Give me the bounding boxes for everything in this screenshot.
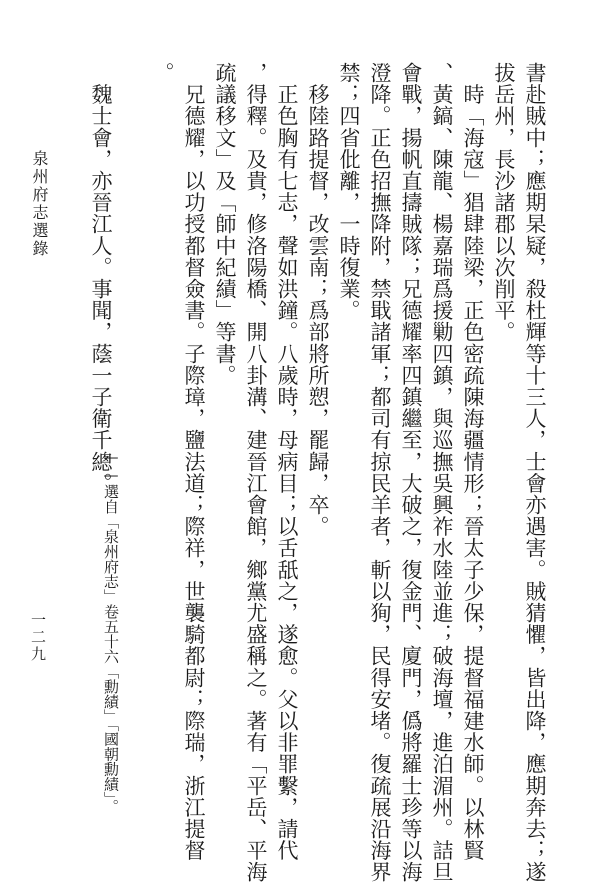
text-column: 澄降。正色招撫降附，禁戢諸軍；都司有掠民羊者，斬以狥，民得安堵。復疏展沿海界 [368,62,392,883]
text-column: 移陸路提督，改雲南；爲部將所愬，罷歸，卒。 [306,62,330,538]
text-column: 會戰，揚帆直擣賊隊；兄德耀率四鎮繼至，大破之，復金門、廈門，僞將羅士珍等以海 [399,62,423,883]
text-column: 魏士會，亦晉江人。事聞，蔭一子衛千總。 [89,62,113,494]
text-column: 拔岳州，長沙諸郡以次削平。 [492,62,516,343]
page-number: 一二九 [29,612,47,663]
text-column: 正色胸有七志，聲如洪鐘。八歲時，母病目；以舌舐之，遂愈。父以非罪繫，請代 [275,62,299,862]
text-column: ，得釋。及貴，修洛陽橋、開八卦溝、建晉江會館，鄉黨尤盛稱之。著有「平岳、平海 [244,62,268,883]
text-column: 書赴賊中；應期杲疑，殺杜輝等十三人，士會亦遇害。賊猜懼，皆出降，應期奔去；遂 [523,62,547,883]
source-citation: ——選自「泉州府志」卷五十六「勳績」「國朝勳績」。 [102,448,120,814]
text-column: 、黃鎬、陳龍、楊嘉瑞爲援勦四鎮，與巡撫吳興祚水陸並進；破海壇，進泊湄州。詰旦 [430,62,454,883]
text-column: 禁；四省仳離，一時復業。 [337,62,361,322]
book-title: 泉州府志選錄 [30,150,49,258]
text-column: 。 [151,62,175,84]
text-column: 兄德耀，以功授都督僉書。子際璋，鹽法道；際祥，世襲騎都尉；際瑞，浙江提督 [182,62,206,862]
text-column: 時「海寇」猖肆陸梁，正色密疏陳海疆情形；晉太子少保，提督福建水師。以林賢 [461,62,485,862]
text-column: 疏議移文」及「師中紀績」等書。 [213,62,237,386]
